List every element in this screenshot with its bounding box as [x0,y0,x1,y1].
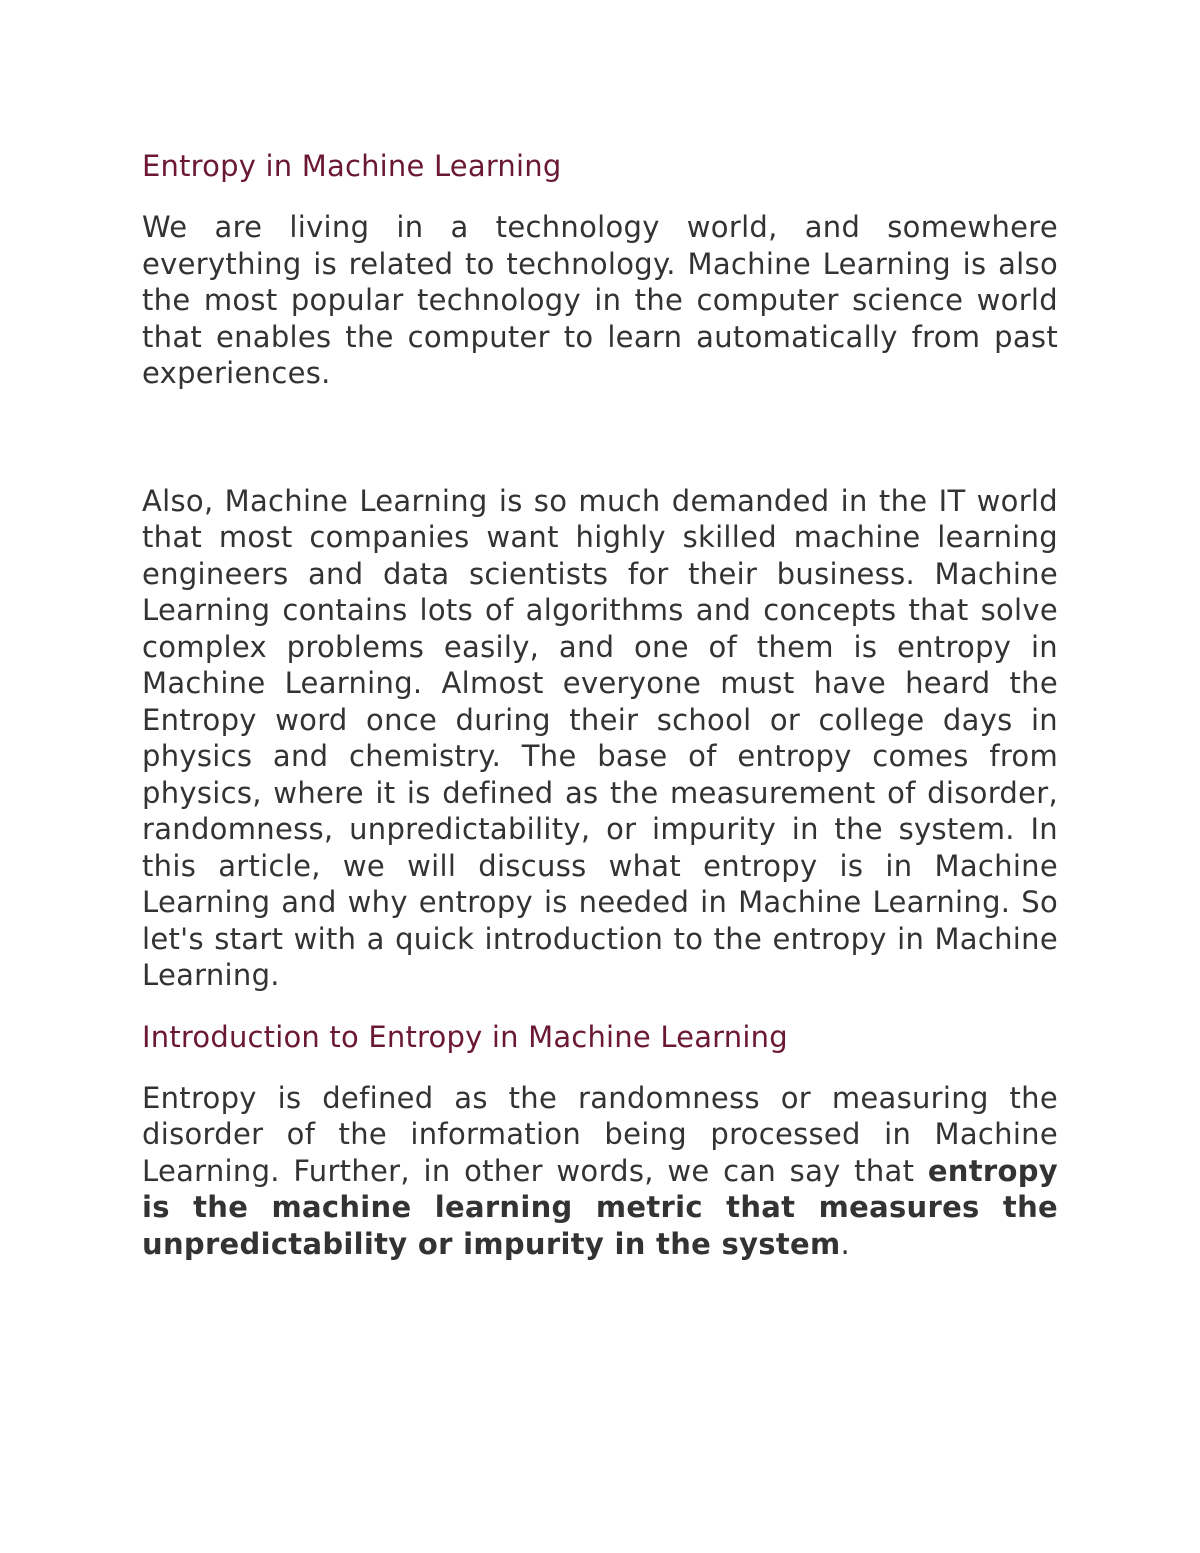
demand-paragraph: Also, Machine Learning is so much demanded in the IT world that most companies want highly skilled machine learning engineers and data scientists for their business. Machine Learning contains lots of algorithms and concepts that solve complex problems easily, and one of them is entropy in Machine Learning. Almost everyone must have heard the Entropy word once during their school or college days in physics and chemistry. The base of entropy comes from physics, where it is defined as the measurement of disorder, randomness, unpredictability, or impurity in the system. In this article, we will discuss what entropy is in Machine Learning and why entropy is needed in Machine Learning. So let's start with a quick introduction to the entropy in Machine Learning. [142,483,1058,992]
intro-paragraph: We are living in a technology world, and somewhere everything is related to technology. Machine Learning is also the most popular technology in the computer science world that enables the computer to learn automatically from past experiences. [142,210,1058,390]
document-page [142,146,1058,1262]
heading-introduction: Introduction to Entropy in Machine Learning [142,1019,788,1054]
definition-tail: . [840,1226,851,1261]
heading-entropy-in-ml: Entropy in Machine Learning [142,149,562,183]
definition-lead: Entropy is defined as the randomness or measuring the disorder of the information being processed in Machine Learning. Further, in other words, we can say that [142,1080,1058,1188]
definition-paragraph [142,1080,1058,1263]
definition-bold: entropy is the machine learning metric that measures the unpredictability or impurity in the system [142,1153,1058,1261]
